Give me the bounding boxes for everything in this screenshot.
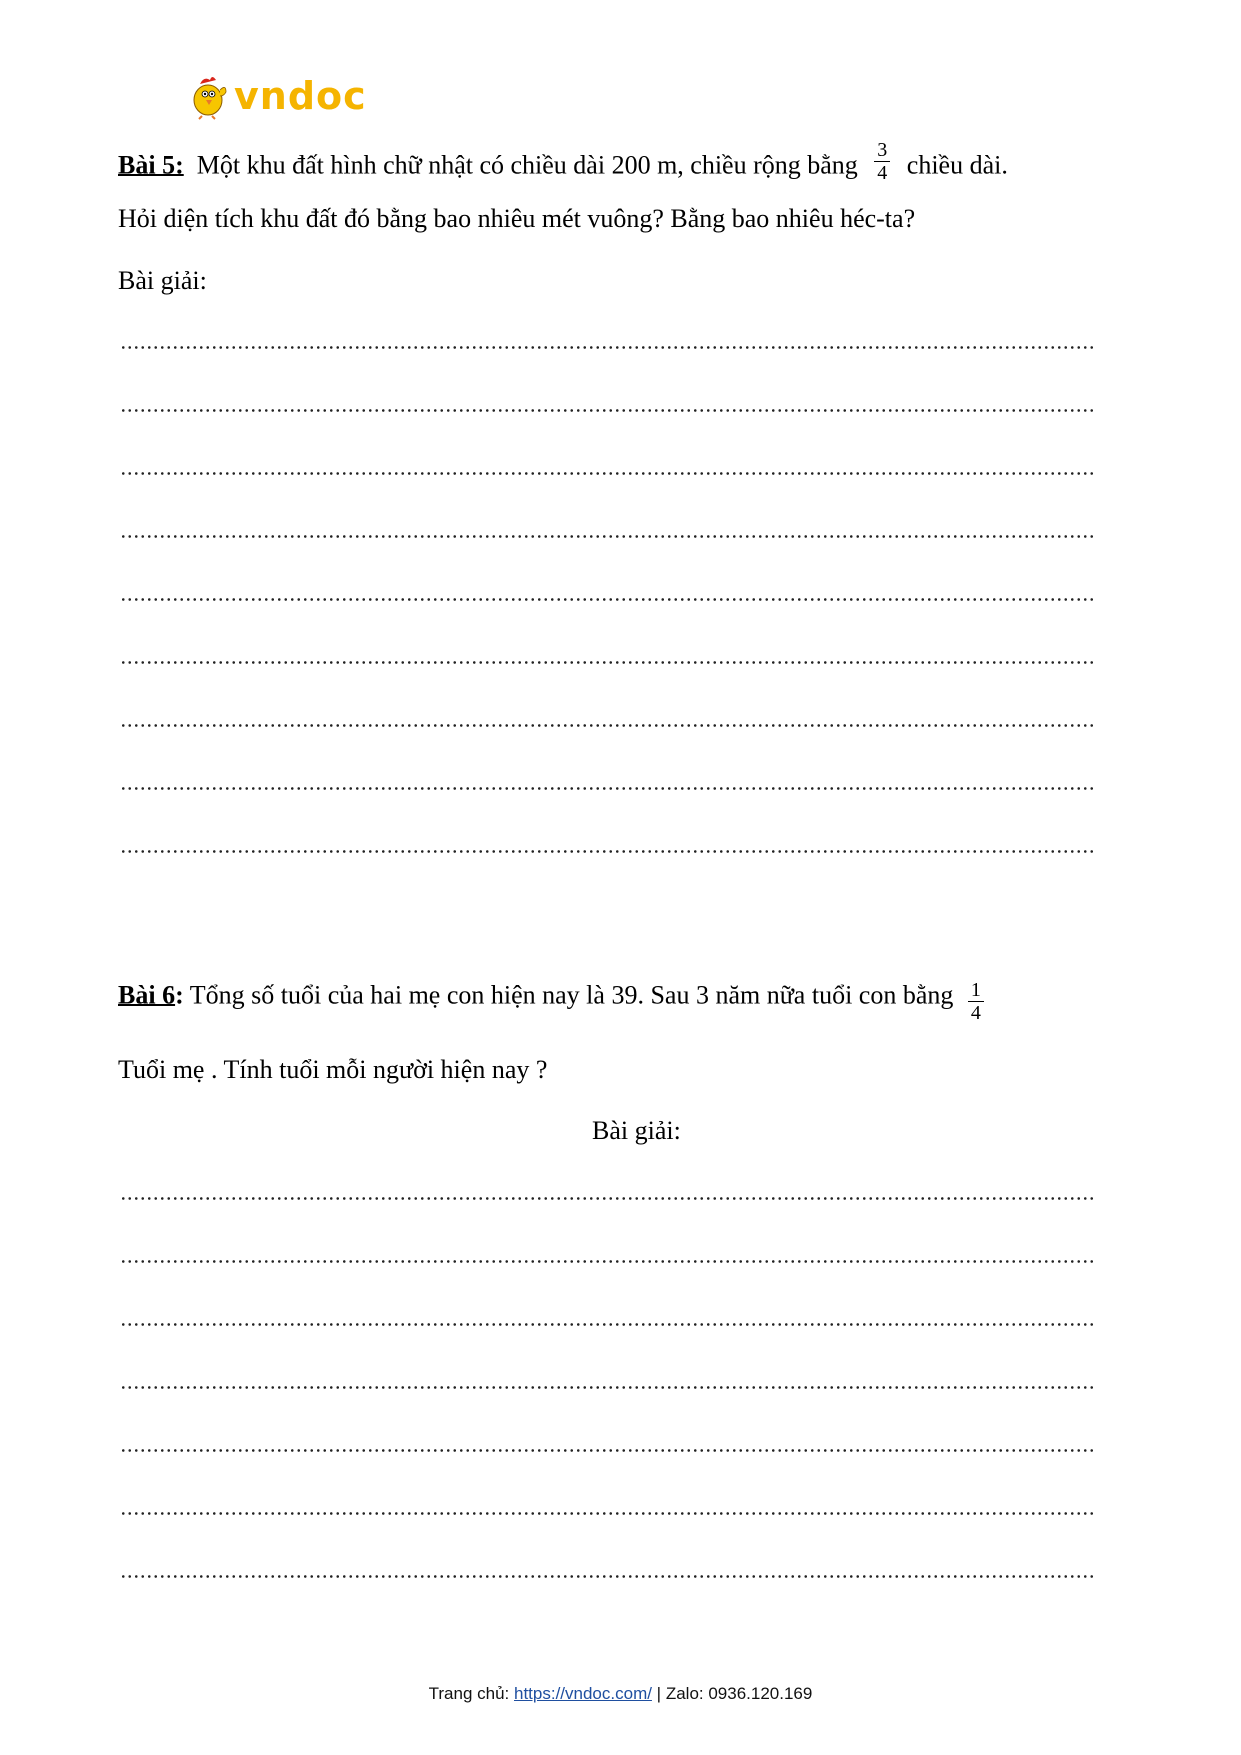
answer-line[interactable] [120, 1512, 1096, 1515]
footer-separator: | [651, 1684, 666, 1703]
vndoc-logo [190, 70, 367, 122]
exercise-6-line-2: Tuổi mẹ . Tính tuổi mỗi người hiện nay ? [118, 1055, 548, 1084]
footer-zalo: Zalo: 0936.120.169 [665, 1684, 813, 1703]
exercise-5-text-1b: chiều dài. [906, 150, 1008, 180]
page-footer [0, 1684, 1241, 1704]
exercise-5-line-2: Hỏi diện tích khu đất đó bằng bao nhiêu mét vuông? Bằng bao nhiêu héc-ta? [118, 204, 916, 233]
answer-line[interactable] [120, 850, 1096, 853]
answer-line[interactable] [120, 472, 1096, 475]
fraction-3-4: $\frac{3}{4}$ [874, 140, 890, 183]
answer-line[interactable] [120, 346, 1096, 349]
answer-line[interactable] [120, 1260, 1096, 1263]
answer-line[interactable] [120, 661, 1096, 664]
answer-line[interactable] [120, 1323, 1096, 1326]
answer-line[interactable] [120, 1197, 1096, 1200]
footer-home-link[interactable]: https://vndoc.com/ [514, 1684, 652, 1703]
exercise-6-title: Bài 6 [118, 980, 176, 1010]
fraction-1-4: $\frac{1}{4}$ [968, 980, 984, 1023]
answer-line[interactable] [120, 409, 1096, 412]
answer-line[interactable] [120, 598, 1096, 601]
exercise-6-line-1: Bài 6: Tổng số tuổi của hai mẹ con hiện nay là 39. Sau 3 năm nữa tuổi con bằng $\frac{1}{4}$ [118, 976, 994, 1019]
answer-line[interactable] [120, 787, 1096, 790]
answer-line[interactable] [120, 1386, 1096, 1389]
exercise-6-solution-label: Bài giải: [592, 1116, 681, 1145]
exercise-6-text-1: Tổng số tuổi của hai mẹ con hiện nay là 39. Sau 3 năm nữa tuổi con bằng [189, 980, 954, 1010]
exercise-5-text-1: Một khu đất hình chữ nhật có chiều dài 200 m, chiều rộng bằng [196, 150, 858, 180]
logo-text: vndoc [234, 74, 367, 118]
answer-line[interactable] [120, 1449, 1096, 1452]
exercise-5-line-1 [118, 139, 1008, 189]
exercise-5-title: Bài 5: [118, 150, 184, 180]
answer-line[interactable] [120, 1575, 1096, 1578]
footer-home-label: Trang chủ: [428, 1684, 514, 1703]
answer-line[interactable] [120, 535, 1096, 538]
answer-line[interactable] [120, 724, 1096, 727]
exercise-5-solution-label: Bài giải: [118, 266, 207, 295]
chicken-mascot-icon [190, 72, 230, 120]
